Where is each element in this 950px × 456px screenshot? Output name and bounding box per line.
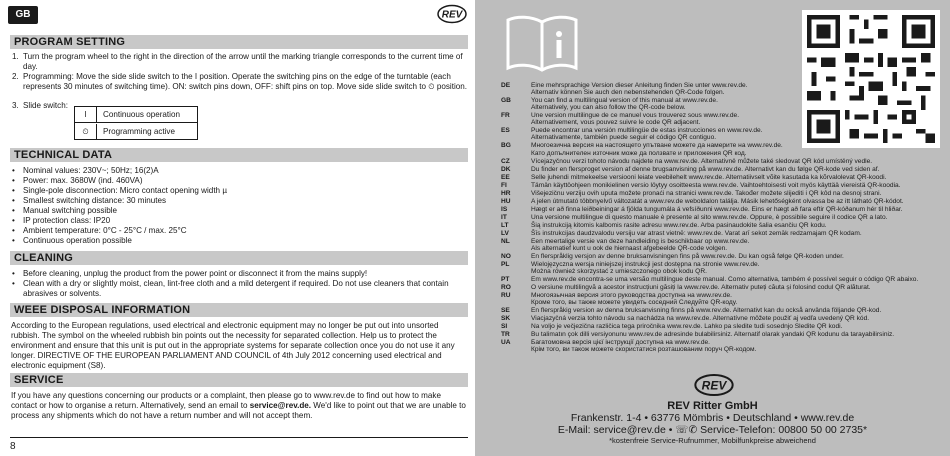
language-text: Na voljo je večjezična različica tega priročnika www.rev.de. Lahko pa sledite tudi sosednjo Sledite QR kodi. xyxy=(531,322,843,330)
language-code: IS xyxy=(501,205,508,213)
language-text: En flerspråkig version av denna bruksanvisning finns på www.rev.de. Alternativt kan du också använda följande QR-kod. xyxy=(531,306,882,314)
language-text: Em www.rev.de encontra-se uma versão multilíngue deste manual. Como alternativa, também é possível seguir o código QR abaixo. xyxy=(531,275,919,283)
clock-icon: ⏲ xyxy=(75,124,97,140)
language-code: LT xyxy=(501,221,509,229)
language-text: Selle juhendi mitmekeelse versiooni leiate veebilehelt www.rev.de. Alternatiivselt võite kasutada ka kõrvalolevat QR-koodi. xyxy=(531,173,887,181)
language-code: HU xyxy=(501,197,511,205)
step-text: Slide switch: xyxy=(23,101,68,110)
tech-item: • Ambient temperature: 0°C - 25°C / max. 25°C xyxy=(12,226,187,235)
language-text: Šią instrukciją kitomis kalbomis rasite adresu www.rev.de. Arba pasinaudokite šalia esančiu QR kodu. xyxy=(531,221,827,229)
language-text: Šīs instrukcijas daudzvalodu versiju var atrast vietnē: www.rev.de. Varat arī sekot zemāk redzamajam QR kodam. xyxy=(531,229,862,237)
company-contact: E-Mail: service@rev.de • ☏✆ Service-Telefon: 00800 50 00 2735* xyxy=(557,424,868,436)
language-code: RO xyxy=(501,283,511,291)
page-number: 8 xyxy=(10,441,16,452)
rev-logo xyxy=(437,4,467,24)
step-number: 2. xyxy=(12,72,19,81)
language-text: Tämän käyttöohjeen monikielinen versio löytyy osoitteesta www.rev.de. Vaihtoehtoisesti voit myös käyttää viereistä QR-koodia. xyxy=(531,181,901,189)
language-code: GB xyxy=(501,97,511,105)
language-code: IT xyxy=(501,213,507,221)
step-text: Programming: Move the side slide switch to the I position. Operate the switching pins on the edge of the turntable (each represents 30 minutes of switching time). ON: switch pins down, OFF: shift pins on top. Move side slide switch to ⏲ position. xyxy=(23,72,468,91)
language-text: Als alternatief kunt u ook de hiernaast afgebeelde QR-code volgen. xyxy=(531,244,728,252)
tech-item: • Smallest switching distance: 30 minutes xyxy=(12,196,167,205)
weee-heading: WEEE DISPOSAL INFORMATION xyxy=(10,303,468,317)
service-text: If you have any questions concerning our products or a complaint, then please go to www.rev.de to find out how to make contact or how to organise a return. Alternatively, send an email to service@rev.de. We'd like to point out that we are unable to process any shipments which do not have a return number and will not accept them. xyxy=(11,391,466,420)
language-badge: GB xyxy=(8,6,38,24)
svg-text:REV: REV xyxy=(441,9,463,21)
step-number: 1. xyxy=(12,52,19,61)
step-number: 3. xyxy=(12,101,19,110)
language-code: FI xyxy=(501,181,507,189)
language-code: DK xyxy=(501,165,511,173)
service-heading: SERVICE xyxy=(10,373,468,387)
tech-item: • Continuous operation possible xyxy=(12,236,132,245)
tech-item: • Manual switching possible xyxy=(12,206,118,215)
cleaning-item: • Before cleaning, unplug the product from the power point or disconnect it from the mains supply! xyxy=(12,269,368,278)
right-page xyxy=(475,0,950,456)
language-text: Многоязычная версия этого руководства доступна на www.rev.de. xyxy=(531,291,732,299)
tech-item: • Nominal values: 230V~; 50Hz; 16(2)A xyxy=(12,166,159,175)
language-text: Puede encontrar una versión multilingüe de estas instrucciones en www.rev.de. xyxy=(531,127,763,135)
svg-text:REV: REV xyxy=(701,378,727,393)
language-text: Una versione multilingue di questo manuale è presente al sito www.rev.de. Oppure, è possibile seguire il codice QR a lato. xyxy=(531,213,888,221)
language-text: Viacjazyčná verzia tohto návodu sa nachádza na www.rev.de. Alternatívne môžete použiť aj vedľa uvedený QR kód. xyxy=(531,314,870,322)
switch-row-programming xyxy=(75,124,197,140)
language-text: Многоезична версия на настоящето упътване можете да намерите на www.rev.de. xyxy=(531,142,783,150)
tech-item: • Single-pole disconnection: Micro contact opening width µ xyxy=(12,186,227,195)
language-text: Eine mehrsprachige Version dieser Anleitung finden Sie unter www.rev.de. xyxy=(531,82,748,89)
language-code: TR xyxy=(501,330,510,338)
switch-label: Continuous operation xyxy=(103,110,180,119)
language-text: Кроме того, вы также можете увидеть соседний Следуйте QR-коду. xyxy=(531,298,738,306)
rev-logo xyxy=(694,373,734,397)
slide-switch-table xyxy=(74,106,198,140)
language-text: You can find a multilingual version of this manual at www.rev.de. xyxy=(531,97,718,105)
language-text: En flerspråklig versjon av denne bruksanvisningen fins på www.rev.de. Du kan også følge QR-koden under. xyxy=(531,252,844,260)
language-text: Alternativement, vous pouvez suivre le code QR adjacent. xyxy=(531,119,701,127)
language-code: HR xyxy=(501,189,511,197)
language-text: O versiune multilingvă a acestor instrucțiuni găsiți la www.rev.de. Alternativ puteți căuta și folosind codul QR alăturat. xyxy=(531,283,871,291)
language-text: Du finder en flersproget version af denne brugsanvisning på www.rev.de. Alternativt kan du følge QR-kode ved siden af. xyxy=(531,165,880,173)
tech-item: • IP protection class: IP20 xyxy=(12,216,111,225)
language-text: Hægt er að finna leiðbeiningar á fjölda tungumála á vefsíðunni www.rev.de. Eins er hægt að fara eftir QR-kóðanum hér til hliðar. xyxy=(531,205,903,213)
language-code: NO xyxy=(501,252,511,260)
page-divider xyxy=(10,437,468,438)
language-code: UA xyxy=(501,338,511,346)
language-code: BG xyxy=(501,142,511,150)
language-code: FR xyxy=(501,112,510,120)
language-text: A jelen útmutató többnyelvű változatát a www.rev.de weboldalon találja. Másik lehetőségként olvassa be az itt látható QR-kódot. xyxy=(531,197,904,205)
qr-code-icon[interactable] xyxy=(802,10,940,148)
language-code: SE xyxy=(501,306,510,314)
language-text: Багатомовна версія цієї інструкції доступна на www.rev.de. xyxy=(531,338,711,346)
program-setting-heading: PROGRAM SETTING xyxy=(10,35,468,49)
language-code: NL xyxy=(501,237,510,245)
language-text: Une version multilingue de ce manuel vous trouverez sous www.rev.de. xyxy=(531,112,740,120)
language-text: Alternativ können Sie auch den nebenstehenden QR-Code folgen. xyxy=(531,89,725,97)
program-step-2 xyxy=(12,72,467,92)
language-code: CZ xyxy=(501,157,510,165)
language-code: EE xyxy=(501,173,510,181)
language-text: Wielojęzyczna wersja niniejszej instrukcji jest dostępna na stronie www.rev.de. xyxy=(531,260,760,268)
company-name: REV Ritter GmbH xyxy=(667,400,758,412)
language-code: ES xyxy=(501,127,510,135)
cleaning-item: • Clean with a dry or slightly moist, clean, lint-free cloth and a mild detergent if required. Do not use cleaners that contain abrasives or solvents. xyxy=(12,279,449,298)
switch-symbol: I xyxy=(75,107,97,123)
language-text: Bu talimatın çok dilli versiyonunu www.rev.de adresinde bulabilirsiniz. Alternatif olarak yandaki QR kodunu da tarayabilirsiniz. xyxy=(531,330,895,338)
weee-text: According to the European regulations, used electrical and electronic equipment may no longer be put out into unsorted rubbish. The symbol on the wheeled rubbish bin points out the necessity for separated collection. Help us to protect the environment and ensure that this unit is put out in the appropriate systems for separate collection once you do not use it any longer. DIRECTIVE OF THE EUROPEAN PARLIAMENT AND COUNCIL of 4th July 2012 concerning used electrical and electronic equipment (S8). xyxy=(11,321,455,370)
technical-data-heading: TECHNICAL DATA xyxy=(10,148,468,162)
service-email-link[interactable]: service@rev.de. xyxy=(249,401,312,410)
language-text: Višejezičnu verziju ovih uputa možete pronaći na stranici www.rev.de. Također možete slijediti i QR kôd na desnoj strani. xyxy=(531,189,882,197)
language-code: PL xyxy=(501,260,510,268)
language-code: RU xyxy=(501,291,511,299)
language-code: SI xyxy=(501,322,508,330)
language-text: Alternatively, you can also follow the QR-code below. xyxy=(531,104,686,112)
language-text: Een meertalige versie van deze handleiding is beschikbaar op www.rev.de. xyxy=(531,237,750,245)
cleaning-heading: CLEANING xyxy=(10,251,468,265)
language-text: Można również skorzystać z umieszczonego obok kodu QR. xyxy=(531,267,707,275)
language-text: Alternativamente, también puede seguir el código QR contiguo. xyxy=(531,134,717,142)
service-phone-note: *kostenfreie Service-Rufnummer, Mobilfunkpreise abweichend xyxy=(609,436,816,445)
info-book-icon xyxy=(505,12,579,72)
switch-label: Programming active xyxy=(103,127,175,136)
tech-item: • Power: max. 3680W (ind. 460VA) xyxy=(12,176,143,185)
language-code: SK xyxy=(501,314,511,322)
language-text: Крім того, ви також можете скористатися розташованим поруч QR-кодом. xyxy=(531,345,757,353)
company-address: Frankenstr. 1-4 • 63776 Mömbris • Deutschland • www.rev.de xyxy=(570,412,855,424)
language-code: DE xyxy=(501,82,511,89)
language-code: PT xyxy=(501,275,510,283)
language-text: Като допълнителен източник може да ползвате и приложения QR код. xyxy=(531,149,747,157)
language-code: LV xyxy=(501,229,509,237)
switch-row-continuous xyxy=(75,107,197,123)
step-text: Turn the program wheel to the right in the direction of the arrow until the marking triangle corresponds to the current time of day. xyxy=(23,52,463,71)
language-text: Vícejazyčnou verzi tohoto návodu najdete na www.rev.de. Alternativně můžete také sledovat QR kód umístěný vedle. xyxy=(531,157,873,165)
program-step-1 xyxy=(12,52,467,72)
